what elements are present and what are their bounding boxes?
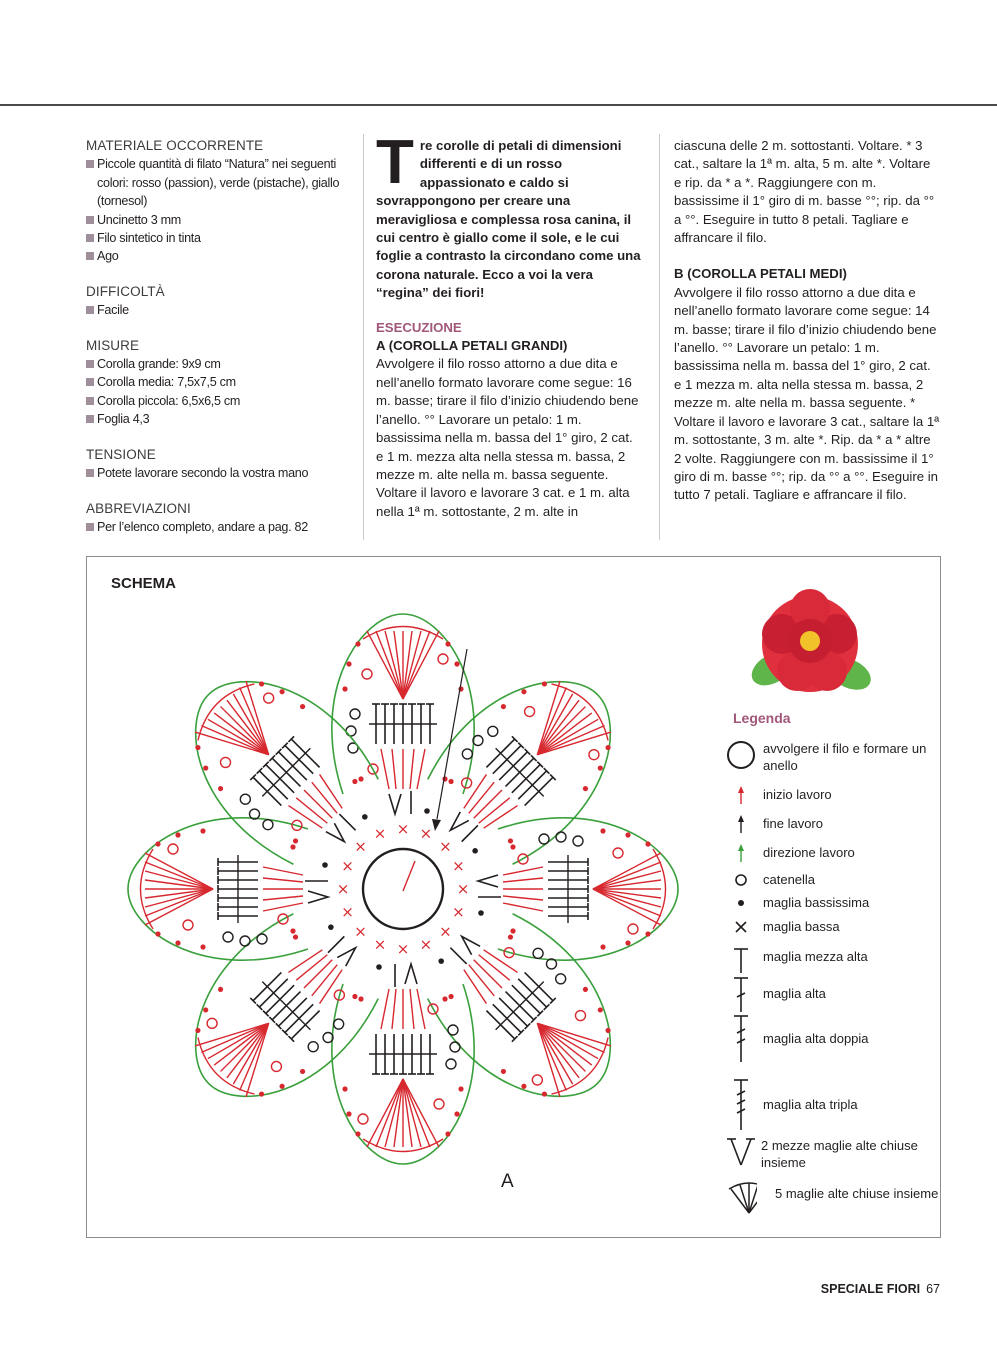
petal [332,614,474,814]
hdc2tog-stitch [389,794,401,814]
hdc2tog-stitch [337,943,360,966]
chain-stitch [262,691,276,705]
red-arrow-icon [727,786,757,806]
single-crochet-stitch: × [439,922,452,941]
slip-stitch [645,931,650,936]
petal-inner-stitch [417,749,425,789]
section-a-continued: ciascuna delle 2 m. sottostanti. Voltare. * 3 cat., saltare la 1ª m. alta, 5 m. alte *. Voltare e rip. da * a *. Raggiungere con m. bassissime il 1° giro di m. basse °°; rip. da °° a °°. Eseguire in tutto 8 petali. Tagliare e affrancare il filo. [674,138,935,246]
abbrev-title: ABBREVIAZIONI [86,500,191,516]
petal-inner-stitch [381,989,389,1029]
slip-stitch [510,844,515,849]
tension-title: TENSIONE [86,446,156,462]
slip-stitch [454,1111,459,1116]
section-a-title: A (COROLLA PETALI GRANDI) [376,338,568,354]
hdc2tog-stitch [478,875,498,887]
size-item: Corolla grande: 9x9 cm [86,355,350,373]
slip-stitch [541,1090,548,1097]
materials-item: Uncinetto 3 mm [86,211,350,229]
single-crochet-stitch: × [439,837,452,856]
petal [128,818,328,960]
chain-stitch [613,848,623,858]
footer-section: SPECIALE FIORI [820,1282,921,1296]
chain-stitch [450,1042,460,1052]
chain-stitch [438,654,448,664]
slip-stitch [507,933,514,940]
slip-stitch [155,841,160,846]
slip-stitch [500,1068,507,1075]
slip-stitch [342,1086,347,1091]
crochet-diagram [87,557,727,1237]
chain-stitch [539,834,549,844]
section-b-text: Avvolgere il filo rosso attorno a due dita e nell’anello formato lavorare come segue: 14 m. basse; tirare il filo d’inizio chiudendo bene l’anello. °° Lavorare un petalo: 1 m. bassissima nella m. bassa del 1° giro, 2 cat. e 1 mezza m. alta nella stessa m. bassa, 2 mezze m. alte nella m. bassa seguente. * Voltare il lavoro e lavorare 3 cat., saltare la 1ª m. sottostante, 3 m. alte *. Rip. da * a * altre 2 volte. Raggiungere con m. bassissime il 1° giro di m. basse °°; rip. da °° a °°. Eseguire in tutto 7 petali. Tagliare e affrancare il filo. [674,284,940,503]
petal-fan-stitch [537,1004,604,1071]
size-item: Corolla media: 7,5x7,5 cm [86,373,350,391]
petal-stitch-bar [496,748,544,796]
chain-stitch [448,1025,458,1035]
chain-stitch [218,755,232,769]
slip-stitch [458,1086,463,1091]
treble-icon [727,1015,757,1063]
petal-inner-stitch [474,790,502,818]
petal-fan-stitch [385,1079,403,1147]
petal-stitch [328,936,344,952]
petal-fan-stitch [537,707,604,774]
slip-stitch [445,641,450,646]
slip-stitch [478,910,484,916]
slip-stitch [200,944,205,949]
petal-inner-stitch [263,878,303,882]
intro-paragraph [376,128,642,303]
page-footer [821,1282,940,1296]
column-divider [363,134,364,540]
petal-stitch-bar [262,748,310,796]
chain-stitch [587,748,601,762]
chain-stitch [573,1009,587,1023]
slip-stitch [355,641,360,646]
materials-column [86,137,350,536]
slip-stitch [299,703,306,710]
chain-stitch [350,709,360,719]
single-crochet-stitch: × [419,824,433,843]
chain-stitch [183,920,193,930]
slip-stitch [507,837,514,844]
single-crochet-stitch: × [419,935,433,954]
slip-stitch [625,940,630,945]
execution-title: ESECUZIONE [376,319,462,335]
petal-fan-stitch [221,1023,288,1090]
abbrev-item: Per l’elenco completo, andare a pag. 82 [86,518,350,536]
petal-fan-stitch [221,687,288,754]
slip-stitch [442,996,447,1001]
column-divider [659,134,660,540]
size-item: Foglia 4,3 [86,410,350,428]
slip-stitch [358,996,363,1001]
chain-stitch [523,704,537,718]
petal-inner-stitch [410,749,414,789]
chain-stitch [205,1016,219,1030]
difficulty-item: Facile [86,301,350,319]
slip-stitch [355,1131,360,1136]
slip-stitch [351,778,358,785]
chain-stitch [446,1059,456,1069]
petal [332,964,474,1164]
green-arrow-icon [727,844,757,864]
petal-fan-stitch [385,631,403,699]
chain-stitch [362,669,372,679]
petal-fan-stitch [593,889,661,907]
legend-label: inizio lavoro [763,787,832,802]
petal-fan-stitch [403,1079,439,1147]
slip-stitch [437,957,445,965]
legend-label: maglia mezza alta [763,949,868,964]
petal [478,818,678,960]
petal-fan-stitch [201,707,268,774]
materials-title: MATERIALE OCCORRENTE [86,138,264,153]
legend-label: avvolgere il filo e formare un anello [763,741,927,773]
slip-stitch [541,680,548,687]
slip-stitch [600,944,605,949]
slip-stitch [600,828,605,833]
slip-stitch [217,785,224,792]
schema-box [86,556,941,1238]
petal-fan-stitch [593,889,661,925]
chain-stitch [628,924,638,934]
slip-stitch [376,964,382,970]
slip-stitch [361,813,369,821]
petal-inner-stitch [474,960,502,988]
slip-stitch [292,837,299,844]
slip-stitch-icon [727,894,757,912]
petal-fan-stitch [403,631,421,699]
chain-stitch [556,832,566,842]
petal-fan-stitch [518,1023,585,1090]
chain-stitch [306,1040,320,1054]
size-item: Corolla piccola: 6,5x6,5 cm [86,392,350,410]
chain-stitch [240,936,250,946]
chain-stitch [434,1099,444,1109]
petal-inner-stitch [503,903,543,911]
slip-stitch [175,832,180,837]
drop-cap: T [376,128,414,197]
petal-stitch-bar [496,982,544,1030]
chain-stitch [358,1114,368,1124]
petal-inner-stitch [503,896,543,900]
chain-stitch [269,1059,283,1073]
petal-inner-stitch [304,790,332,818]
slip-stitch [582,785,589,792]
section-b-title: B (COROLLA PETALI MEDI) [674,266,847,282]
slip-stitch [424,808,430,814]
single-crochet-stitch: × [354,922,367,941]
petal-stitch [462,825,478,841]
hdc2tog-stitch [457,932,480,955]
hdc2tog-stitch [446,812,469,835]
petal-inner-stitch [392,749,396,789]
legend-label: maglia alta doppia [763,1031,869,1046]
legend-label: maglia bassa [763,919,840,934]
page-number: 67 [926,1282,940,1296]
petal-fan-stitch [145,853,213,889]
end-arrow-head [432,819,441,831]
chain-stitch [257,934,267,944]
single-crochet-stitch: × [452,857,465,876]
slip-stitch [194,1027,201,1034]
legend-label: maglia alta [763,986,826,1001]
petal-stitch-bar [262,982,310,1030]
slip-stitch [358,776,363,781]
intro-text: re corolle di petali di dimensioni differenti e di un rosso appassionato e caldo si sovrappongono per creare una meravigliosa e complessa rosa canina, il cui centro è giallo come il sole, e le cui foglie a contrasto la circondano come una corona naturale. Ecco a voi la vera “regina” dei fiori! [376,138,641,301]
chain-stitch [486,724,500,738]
triple-treble-icon [727,1079,757,1131]
legend-label: catenella [763,872,816,887]
chain-stitch [530,1073,544,1087]
slip-stitch [346,1111,351,1116]
schema-title: SCHEMA [111,575,177,592]
slip-stitch [290,928,295,933]
slip-stitch [445,1131,450,1136]
petal-inner-stitch [263,903,303,911]
petal-fan-stitch [367,1079,403,1147]
legend-title: Legenda [733,710,791,726]
difficulty-title: DIFFICOLTÀ [86,283,165,299]
slip-stitch [290,844,295,849]
petal-fan-stitch [145,871,213,889]
petal-fan-stitch [201,1004,268,1071]
petal-fan-stitch [593,853,661,889]
materials-item: Filo sintetico in tinta [86,229,350,247]
petal-inner-stitch [503,878,543,882]
double-icon [727,977,757,1013]
chain-icon [727,871,757,889]
single-crochet-stitch: × [452,902,465,921]
sizes-title: MISURE [86,337,140,353]
petal-fan-stitch [593,871,661,889]
slip-stitch [351,993,358,1000]
slip-stitch [500,703,507,710]
chain-stitch [554,972,568,986]
petal-inner-stitch [503,867,543,875]
single-crochet-icon [727,918,757,936]
dc5tog-icon [727,1179,757,1215]
legend-label: maglia alta tripla [763,1097,858,1112]
petal-stitch [450,948,466,964]
chain-stitch [573,836,583,846]
slip-stitch [200,828,205,833]
slip-stitch [346,661,351,666]
slip-stitch [510,928,515,933]
slip-stitch [447,993,454,1000]
slip-stitch [327,923,335,931]
slip-stitch [299,1068,306,1075]
slip-stitch [258,1090,265,1097]
petal-fan-stitch [403,1079,421,1147]
single-crochet-stitch: × [456,880,470,898]
slip-stitch [292,933,299,940]
ring-icon [727,740,757,772]
single-crochet-stitch: × [341,902,354,921]
slip-stitch [604,744,611,751]
chain-stitch [168,844,178,854]
slip-stitch [175,940,180,945]
chain-stitch [238,792,252,806]
diagram-label: A [501,1171,514,1192]
petal-inner-stitch [410,989,414,1029]
hdc2tog-icon [727,1137,757,1167]
slip-stitch [342,686,347,691]
petal-inner-stitch [392,989,396,1029]
single-crochet-stitch: × [336,880,350,898]
slip-stitch [604,1027,611,1034]
hdc2tog-stitch [308,891,328,903]
materials-item: Ago [86,247,350,265]
petal-stitch [339,814,355,830]
chain-stitch [223,932,233,942]
single-crochet-stitch: × [341,857,354,876]
legend-label: maglia bassissima [763,895,870,910]
top-rule [0,104,997,106]
legend-label: 2 mezze maglie alte chiuse insieme [761,1138,918,1170]
single-crochet-stitch: × [354,837,367,856]
black-arrow-icon [727,815,757,835]
center-ring [363,849,443,929]
petal-inner-stitch [417,989,425,1029]
petal-inner-stitch [304,960,332,988]
slip-stitch [258,680,265,687]
legend-label: direzione lavoro [763,845,855,860]
slip-stitch [645,841,650,846]
single-crochet-stitch: × [396,940,410,958]
slip-stitch [217,986,224,993]
petal-inner-stitch [263,867,303,875]
materials-item: Piccole quantità di filato “Natura” nei seguenti colori: rosso (passion), verde (pistache), giallo (tornesol) [86,155,350,210]
slip-stitch [322,862,328,868]
slip-stitch [582,986,589,993]
single-crochet-stitch: × [373,935,387,954]
single-crochet-stitch: × [396,820,410,838]
slip-stitch [471,847,479,855]
slip-stitch [447,778,454,785]
tension-item: Potete lavorare secondo la vostra mano [86,464,350,482]
petal-fan-stitch [518,687,585,754]
petal-inner-stitch [381,749,389,789]
hdc2tog-stitch [326,823,349,846]
rose-photo [742,579,877,709]
slip-stitch [194,744,201,751]
petal-fan-stitch [367,631,403,699]
hdc2tog-stitch [405,964,417,984]
legend-label: 5 maglie alte chiuse insieme [775,1186,939,1201]
half-double-icon [727,948,757,974]
petal-inner-stitch [263,896,303,900]
instructions-column [376,128,642,521]
slip-stitch [155,931,160,936]
single-crochet-stitch: × [373,824,387,843]
petal-fan-stitch [403,631,439,699]
petal-fan-stitch [145,889,213,925]
legend-label: fine lavoro [763,816,823,831]
slip-stitch [454,661,459,666]
petal-fan-stitch [145,889,213,907]
section-a-text: Avvolgere il filo rosso attorno a due dita e nell’anello formato lavorare come segue: 16 m. basse; tirare il filo d’inizio chiudendo bene l’anello. °° Lavorare un petalo: 1 m. bassissima nella m. bassa del 1° giro, 2 cat. e 1 m. mezza alta nella stessa m. bassa, 2 mezze m. alte nella m. bassa seguente. Voltare il lavoro e lavorare 3 cat. e 1 m. alta nella 1ª m. sottostante, 2 m. alte in [376,356,639,519]
slip-stitch [625,832,630,837]
instructions-column-right [674,137,940,505]
